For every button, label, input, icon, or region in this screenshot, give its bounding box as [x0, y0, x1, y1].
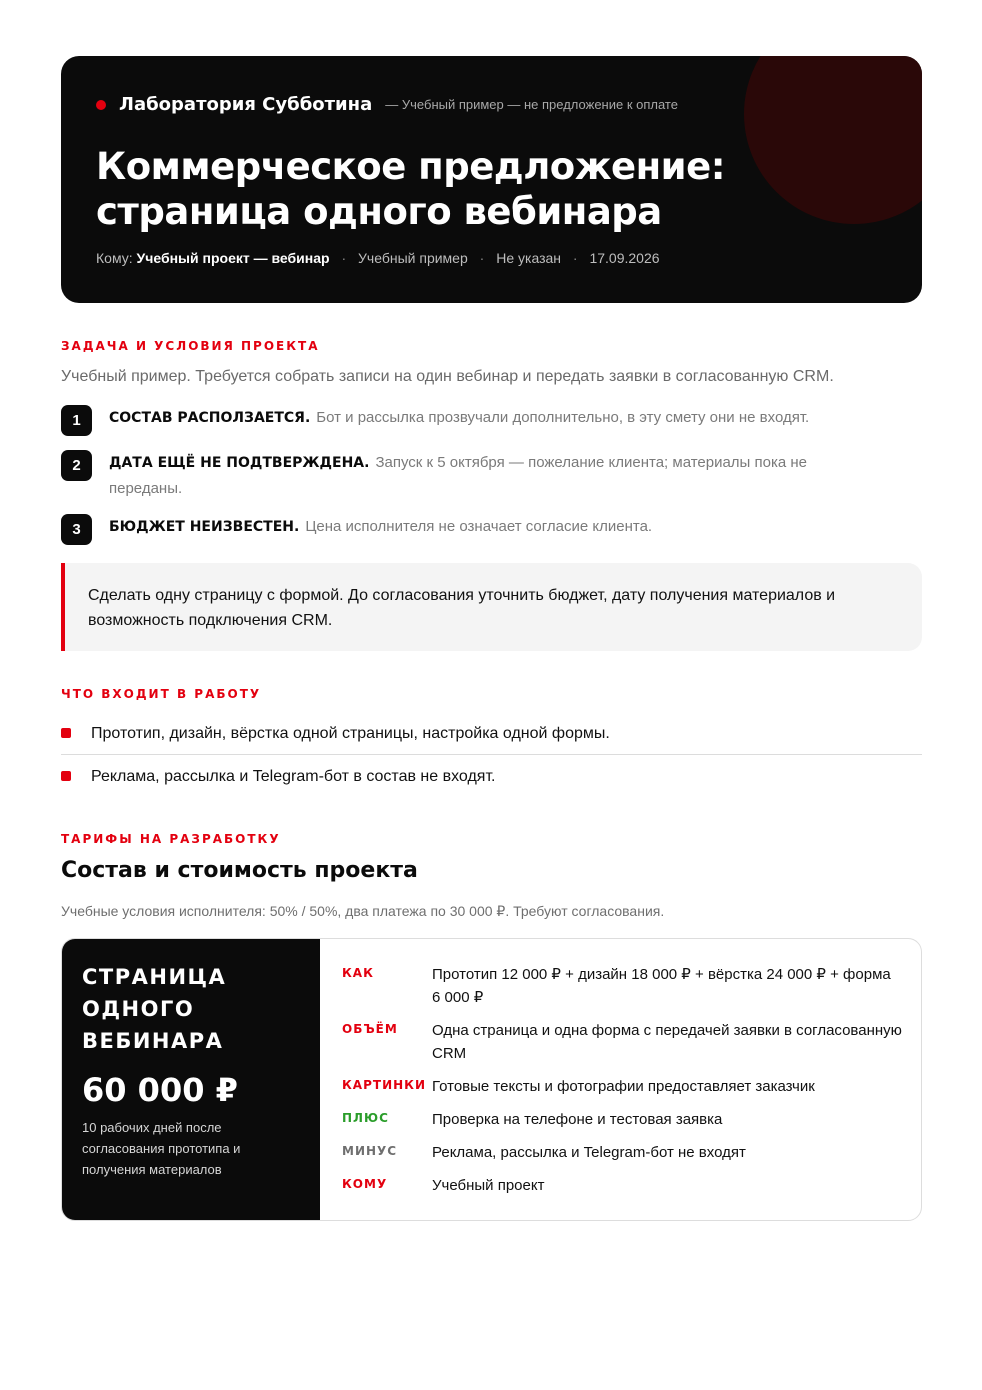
title-line-2: страница одного вебинара — [96, 190, 662, 233]
detail-key: КАК — [342, 966, 374, 980]
section-label-task: ЗАДАЧА И УСЛОВИЯ ПРОЕКТА — [61, 339, 320, 353]
meta-item: Не указан — [496, 250, 562, 266]
detail-value: Готовые тексты и фотографии предоставляет заказчик — [432, 1078, 815, 1095]
meta-separator: · — [341, 250, 347, 266]
condition-desc: Запуск к 5 октября — пожелание клиента; материалы пока не переданы. — [109, 454, 808, 497]
meta-date: 17.09.2026 — [589, 250, 660, 266]
brand-note: — Учебный пример — не предложение к оплате — [385, 97, 678, 112]
meta-separator: · — [479, 250, 485, 266]
bullet-square-icon — [61, 728, 71, 738]
detail-row — [342, 1174, 902, 1197]
detail-key: КОМУ — [342, 1177, 388, 1191]
page-title — [96, 144, 725, 234]
condition-text — [109, 514, 869, 540]
package-name — [82, 961, 300, 1057]
detail-key: ПЛЮС — [342, 1111, 389, 1125]
hero-banner — [61, 56, 922, 303]
pricing-heading: Состав и стоимость проекта — [61, 858, 418, 883]
detail-row — [342, 1075, 902, 1098]
brand-name: Лаборатория Субботина — [119, 94, 373, 115]
detail-key: ОБЪЁМ — [342, 1022, 398, 1036]
bullet-square-icon — [61, 771, 71, 781]
package-name-line: ОДНОГО — [82, 997, 195, 1021]
brand-row — [96, 94, 678, 115]
detail-row — [342, 1108, 902, 1131]
meta-to-label: Кому: — [96, 250, 133, 266]
number-badge: 2 — [61, 450, 92, 481]
section-label-scope: ЧТО ВХОДИТ В РАБОТУ — [61, 687, 262, 701]
detail-row — [342, 1141, 902, 1164]
list-item-text: Реклама, рассылка и Telegram-бот в состав не входят. — [91, 768, 496, 785]
detail-key: МИНУС — [342, 1144, 398, 1158]
detail-value: Реклама, рассылка и Telegram-бот не входят — [432, 1144, 746, 1161]
meta-separator: · — [572, 250, 578, 266]
pricing-card-summary — [62, 939, 320, 1220]
condition-desc: Бот и рассылка прозвучали дополнительно, в эту смету они не входят. — [316, 409, 810, 426]
pricing-card-details — [342, 963, 902, 1207]
detail-value: Прототип 12 000 ₽ + дизайн 18 000 ₽ + вёрстка 24 000 ₽ + форма 6 000 ₽ — [432, 966, 891, 1006]
detail-row — [342, 1019, 902, 1065]
number-badge: 1 — [61, 405, 92, 436]
detail-key: КАРТИНКИ — [342, 1078, 427, 1092]
pricing-card — [61, 938, 922, 1221]
task-callout: Сделать одну страницу с формой. До согласования уточнить бюджет, дату получения материалов и возможность подключения CRM. — [61, 563, 922, 651]
condition-desc: Цена исполнителя не означает согласие клиента. — [305, 518, 653, 535]
condition-text — [109, 450, 869, 502]
condition-title: СОСТАВ РАСПОЛЗАЕТСЯ. — [109, 410, 311, 426]
number-badge: 3 — [61, 514, 92, 545]
detail-row — [342, 963, 902, 1009]
condition-text — [109, 405, 869, 431]
detail-value: Проверка на телефоне и тестовая заявка — [432, 1111, 723, 1128]
condition-title: ДАТА ЕЩЁ НЕ ПОДТВЕРЖДЕНА. — [109, 455, 370, 471]
package-name-line: СТРАНИЦА — [82, 965, 227, 989]
list-item-text: Прототип, дизайн, вёрстка одной страницы, настройка одной формы. — [91, 725, 610, 742]
task-lead: Учебный пример. Требуется собрать записи на один вебинар и передать заявки в согласованную CRM. — [61, 368, 834, 385]
title-line-1: Коммерческое предложение: — [96, 145, 726, 188]
package-name-line: ВЕБИНАРА — [82, 1029, 224, 1053]
hero-meta — [96, 250, 660, 266]
section-label-pricing: ТАРИФЫ НА РАЗРАБОТКУ — [61, 832, 281, 846]
meta-item: Учебный пример — [358, 250, 468, 266]
brand-dot-icon — [96, 100, 106, 110]
decorative-circle — [744, 56, 922, 224]
condition-title: БЮДЖЕТ НЕИЗВЕСТЕН. — [109, 519, 300, 535]
meta-to-value: Учебный проект — вебинар — [136, 250, 330, 266]
package-price: 60 000 ₽ — [82, 1071, 238, 1109]
detail-value: Одна страница и одна форма с передачей заявки в согласованную CRM — [432, 1022, 902, 1062]
divider — [61, 754, 922, 755]
pricing-subtitle: Учебные условия исполнителя: 50% / 50%, два платежа по 30 000 ₽. Требуют согласования. — [61, 903, 665, 919]
package-term: 10 рабочих дней после согласования прототипа и получения материалов — [82, 1120, 241, 1177]
detail-value: Учебный проект — [432, 1177, 545, 1194]
